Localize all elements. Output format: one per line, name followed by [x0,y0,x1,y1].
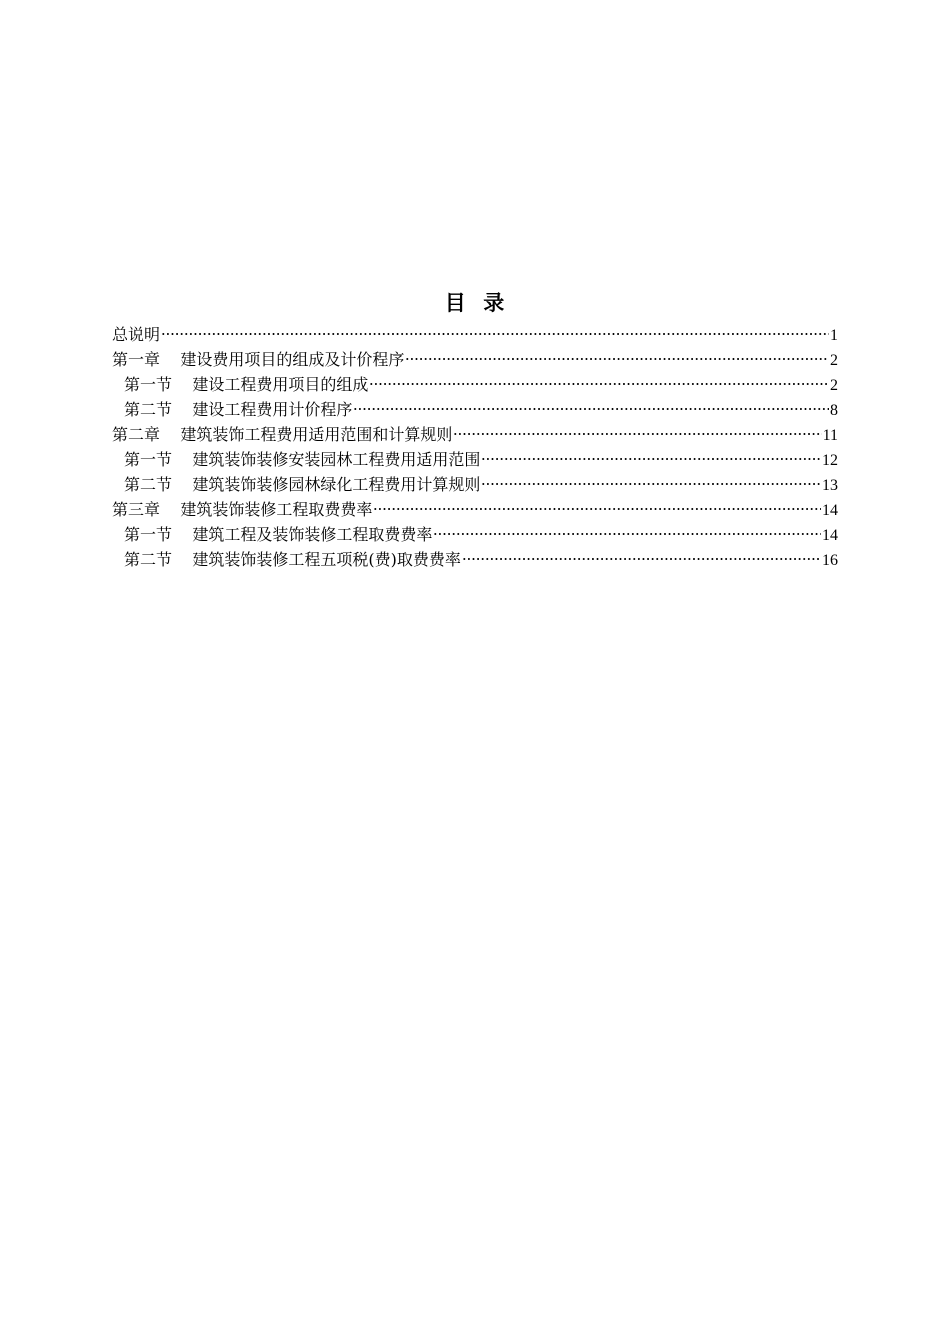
dot-leader [481,457,821,461]
dot-leader [405,357,829,361]
dot-leader [369,382,829,386]
toc-entry-label: 第一章 建设费用项目的组成及计价程序 [112,350,405,369]
toc-entry-label: 第二章 建筑装饰工程费用适用范围和计算规则 [112,425,453,444]
toc-entry-label: 第三章 建筑装饰装修工程取费费率 [112,500,373,519]
table-of-contents [112,286,838,572]
toc-entry-page: 13 [822,477,838,494]
toc-entry[interactable] [112,522,838,547]
toc-entry-page: 2 [830,352,838,369]
toc-entry[interactable] [112,397,838,422]
toc-entry-label: 第二节 建筑装饰装修园林绿化工程费用计算规则 [124,475,481,494]
toc-entry-label: 第一节 建筑工程及装饰装修工程取费费率 [124,525,433,544]
toc-entry[interactable] [112,322,838,347]
toc-entry-label: 总说明 [112,325,161,344]
toc-title-text: 目 录 [444,291,506,315]
toc-entry[interactable] [112,472,838,497]
dot-leader [161,332,829,336]
toc-entry-label: 第二节 建筑装饰装修工程五项税(费)取费费率 [124,550,461,569]
toc-entry-label: 第一节 建筑装饰装修安装园林工程费用适用范围 [124,450,481,469]
toc-entry[interactable] [112,547,838,572]
dot-leader [353,407,829,411]
toc-entry-label: 第一节 建设工程费用项目的组成 [124,375,369,394]
toc-entry[interactable] [112,372,838,397]
toc-entry-label: 第二节 建设工程费用计价程序 [124,400,353,419]
toc-entry-page: 14 [822,527,838,544]
toc-entry-page: 11 [822,427,838,444]
toc-title [112,286,838,320]
toc-entry[interactable] [112,447,838,472]
toc-entry[interactable] [112,497,838,522]
toc-entry-page: 12 [822,452,838,469]
dot-leader [433,532,821,536]
toc-entry-page: 2 [830,377,838,394]
toc-entry-page: 16 [822,552,838,569]
dot-leader [481,482,821,486]
toc-entry-page: 1 [830,327,838,344]
dot-leader [453,432,821,436]
toc-entry[interactable] [112,422,838,447]
toc-entry-page: 8 [830,402,838,419]
toc-entry[interactable] [112,347,838,372]
toc-entry-page: 14 [822,502,838,519]
dot-leader [462,557,821,561]
dot-leader [373,507,821,511]
